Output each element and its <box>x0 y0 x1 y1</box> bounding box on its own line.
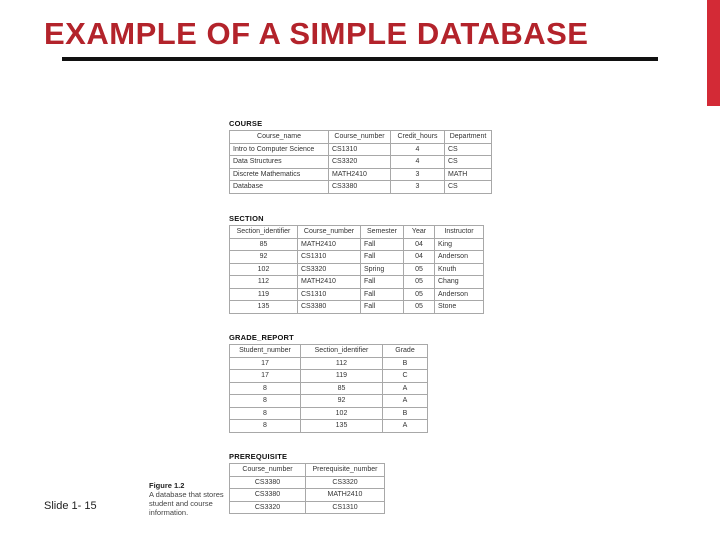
section-row <box>230 238 484 251</box>
course-table-name: COURSE <box>229 119 263 128</box>
grade-report-table <box>229 344 428 433</box>
prerequisite-cell: CS3320 <box>306 476 385 489</box>
prerequisite-cell: MATH2410 <box>306 489 385 502</box>
section-row <box>230 288 484 301</box>
grade-report-cell: 8 <box>230 382 301 395</box>
grade-report-row <box>230 395 428 408</box>
section-cell: Fall <box>361 251 404 264</box>
course-cell: 3 <box>391 181 445 194</box>
section-cell: 102 <box>230 263 298 276</box>
prerequisite-cell: CS3320 <box>230 501 306 514</box>
section-header-cell: Instructor <box>435 226 484 239</box>
grade-report-header-cell: Student_number <box>230 345 301 358</box>
course-cell: 4 <box>391 143 445 156</box>
course-cell: CS1310 <box>329 143 391 156</box>
section-row <box>230 263 484 276</box>
slide-number: Slide 1- 15 <box>44 500 97 512</box>
section-header-cell: Section_identifier <box>230 226 298 239</box>
grade-report-cell: 102 <box>301 407 383 420</box>
prerequisite-row <box>230 501 385 514</box>
section-header-cell: Semester <box>361 226 404 239</box>
course-table-block <box>229 119 492 194</box>
course-row <box>230 168 492 181</box>
course-cell: CS <box>445 156 492 169</box>
course-cell: Intro to Computer Science <box>230 143 329 156</box>
section-row <box>230 276 484 289</box>
grade-report-cell: B <box>383 357 428 370</box>
prerequisite-cell: CS3380 <box>230 476 306 489</box>
section-cell: 04 <box>404 238 435 251</box>
section-cell: CS3320 <box>298 263 361 276</box>
section-table <box>229 225 484 314</box>
section-cell: 92 <box>230 251 298 264</box>
section-cell: MATH2410 <box>298 276 361 289</box>
section-cell: MATH2410 <box>298 238 361 251</box>
course-cell: 3 <box>391 168 445 181</box>
grade-report-cell: 8 <box>230 395 301 408</box>
section-cell: Spring <box>361 263 404 276</box>
prerequisite-header-cell: Prerequisite_number <box>306 464 385 477</box>
grade-report-cell: 8 <box>230 420 301 433</box>
section-cell: Stone <box>435 301 484 314</box>
section-cell: 112 <box>230 276 298 289</box>
course-cell: MATH <box>445 168 492 181</box>
section-cell: CS1310 <box>298 251 361 264</box>
grade-report-cell: C <box>383 370 428 383</box>
section-row <box>230 251 484 264</box>
course-header-cell: Course_number <box>329 131 391 144</box>
section-cell: 119 <box>230 288 298 301</box>
section-cell: 05 <box>404 301 435 314</box>
section-cell: 05 <box>404 263 435 276</box>
prerequisite-row <box>230 476 385 489</box>
section-table-block <box>229 214 484 314</box>
prerequisite-header-row <box>230 464 385 477</box>
section-cell: CS1310 <box>298 288 361 301</box>
section-cell: Fall <box>361 276 404 289</box>
grade-report-header-cell: Grade <box>383 345 428 358</box>
course-cell: CS3320 <box>329 156 391 169</box>
course-cell: MATH2410 <box>329 168 391 181</box>
grade-report-table-name: GRADE_REPORT <box>229 333 294 342</box>
section-table-name: SECTION <box>229 214 264 223</box>
grade-report-table-block <box>229 333 428 433</box>
section-header-cell: Year <box>404 226 435 239</box>
grade-report-header-cell: Section_identifier <box>301 345 383 358</box>
prerequisite-table-name: PREREQUISITE <box>229 452 288 461</box>
course-header-cell: Credit_hours <box>391 131 445 144</box>
section-header-row <box>230 226 484 239</box>
section-cell: CS3380 <box>298 301 361 314</box>
title-underline <box>62 57 658 61</box>
course-row <box>230 143 492 156</box>
grade-report-row <box>230 357 428 370</box>
section-cell: King <box>435 238 484 251</box>
grade-report-row <box>230 420 428 433</box>
grade-report-cell: 8 <box>230 407 301 420</box>
grade-report-cell: 135 <box>301 420 383 433</box>
grade-report-row <box>230 407 428 420</box>
course-row <box>230 181 492 194</box>
course-cell: Data Structures <box>230 156 329 169</box>
section-cell: Anderson <box>435 251 484 264</box>
grade-report-cell: A <box>383 395 428 408</box>
course-cell: CS <box>445 181 492 194</box>
section-cell: Fall <box>361 288 404 301</box>
course-cell: CS <box>445 143 492 156</box>
grade-report-row <box>230 382 428 395</box>
section-cell: Anderson <box>435 288 484 301</box>
grade-report-cell: 17 <box>230 357 301 370</box>
grade-report-cell: 112 <box>301 357 383 370</box>
section-cell: Fall <box>361 238 404 251</box>
prerequisite-cell: CS3380 <box>230 489 306 502</box>
section-cell: 05 <box>404 288 435 301</box>
section-row <box>230 301 484 314</box>
grade-report-cell: A <box>383 420 428 433</box>
course-header-cell: Department <box>445 131 492 144</box>
grade-report-cell: 85 <box>301 382 383 395</box>
section-cell: Fall <box>361 301 404 314</box>
grade-report-row <box>230 370 428 383</box>
grade-report-header-row <box>230 345 428 358</box>
grade-report-cell: B <box>383 407 428 420</box>
figure-label: Figure 1.2 <box>149 481 185 490</box>
grade-report-cell: 17 <box>230 370 301 383</box>
course-cell: Database <box>230 181 329 194</box>
grade-report-cell: A <box>383 382 428 395</box>
course-table <box>229 130 492 194</box>
course-header-cell: Course_name <box>230 131 329 144</box>
figure-caption <box>149 481 229 517</box>
section-header-cell: Course_number <box>298 226 361 239</box>
prerequisite-cell: CS1310 <box>306 501 385 514</box>
grade-report-cell: 92 <box>301 395 383 408</box>
prerequisite-row <box>230 489 385 502</box>
section-cell: 05 <box>404 276 435 289</box>
section-cell: Chang <box>435 276 484 289</box>
section-cell: 04 <box>404 251 435 264</box>
slide-title: EXAMPLE OF A SIMPLE DATABASE <box>44 16 589 51</box>
course-header-row <box>230 131 492 144</box>
grade-report-cell: 119 <box>301 370 383 383</box>
prerequisite-table-block <box>229 452 385 514</box>
course-cell: Discrete Mathematics <box>230 168 329 181</box>
section-cell: 135 <box>230 301 298 314</box>
course-cell: CS3380 <box>329 181 391 194</box>
accent-bar <box>707 0 720 106</box>
section-cell: Knuth <box>435 263 484 276</box>
prerequisite-header-cell: Course_number <box>230 464 306 477</box>
figure-caption-text: A database that stores student and course information. <box>149 490 224 517</box>
prerequisite-table <box>229 463 385 514</box>
section-cell: 85 <box>230 238 298 251</box>
course-row <box>230 156 492 169</box>
course-cell: 4 <box>391 156 445 169</box>
